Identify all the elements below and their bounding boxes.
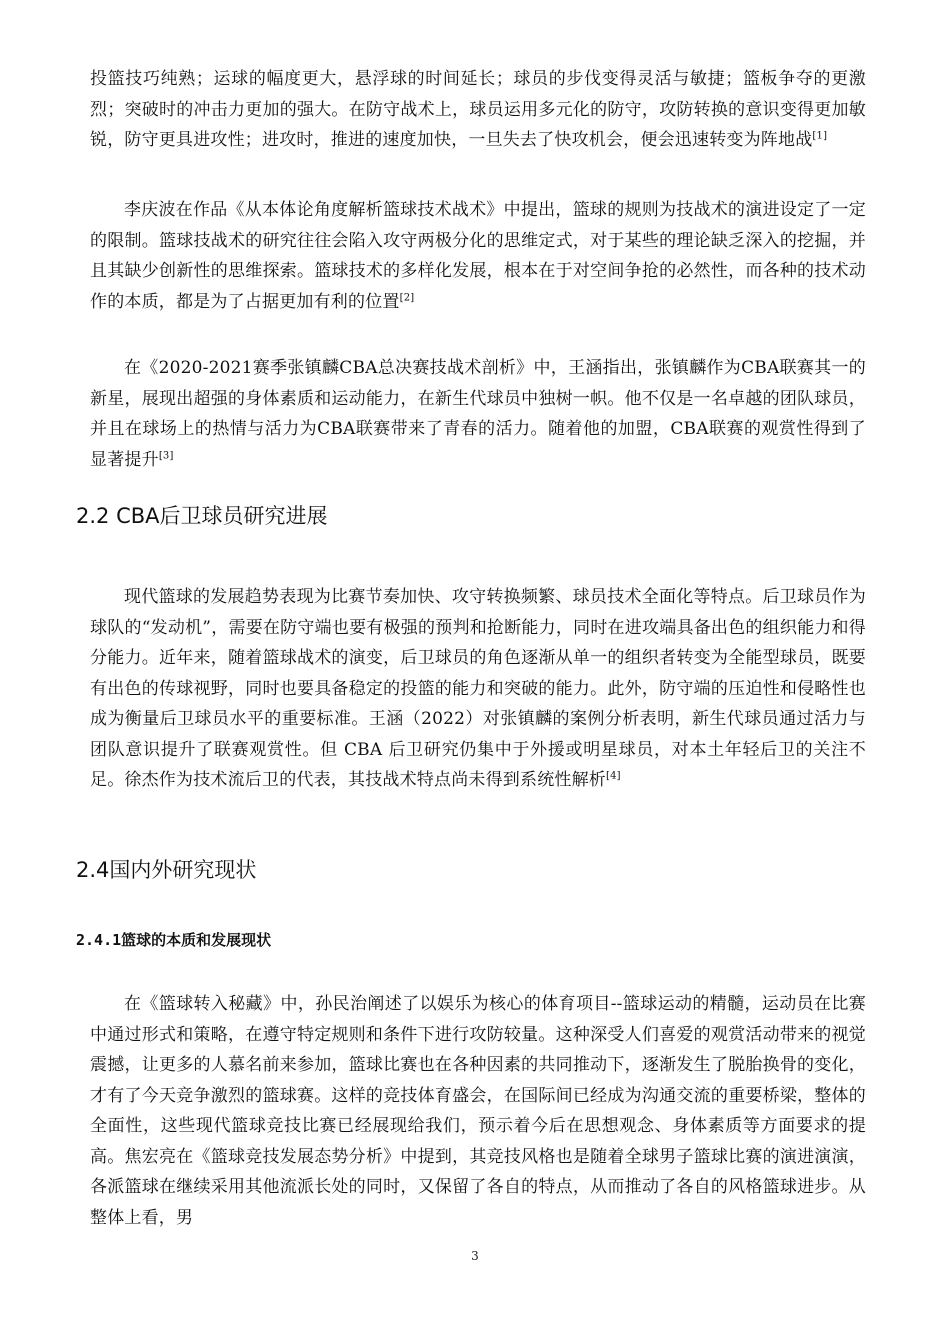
citation-ref: [3]	[158, 449, 174, 461]
paragraph-text: 在《篮球转入秘藏》中，孙民治阐述了以娱乐为核心的体育项目--篮球运动的精髓，运动员在比赛中通过形式和策略，在遵守特定规则和条件下进行攻防较量。这种深受人们喜爱的观赏活动带来的视觉震撼，让更多的人慕名前来参加，篮球比赛也在各种因素的共同推动下，逐渐发生了脱胎换骨的变化，才有了今天竞争激烈的篮球赛。这样的竞技体育盛会，在国际间已经成为沟通交流的重要桥梁，整体的全面性，这些现代篮球竞技比赛已经展现给我们，预示着今后在思想观念、身体素质等方面要求的提高。焦宏亮在《篮球竞技发展态势分析》中提到，其竞技风格也是随着全球男子篮球比赛的演进演演，各派篮球在继续采用其他流派长处的同时，又保留了各自的特点，从而推动了各自的风格篮球进步。从整体上看，男	[90, 994, 866, 1228]
citation-ref: [1]	[812, 130, 828, 142]
paragraph-5	[90, 989, 866, 1233]
paragraph-text: 李庆波在作品《从本体论角度解析篮球技术战术》中提出，篮球的规则为技战术的演进设定了一定的限制。篮球技战术的研究往往会陷入攻守两极分化的思维定式，对于某些的理论缺乏深入的挖掘，并且其缺少创新性的思维探索。篮球技术的多样化发展，根本在于对空间争抢的必然性，而各种的技术动作的本质，都是为了占据更加有利的位置	[90, 200, 866, 312]
paragraph-1	[90, 64, 866, 156]
section-heading-2-2: 2.2 CBA后卫球员研究进展	[76, 504, 328, 528]
paragraph-2	[90, 195, 866, 317]
subsection-heading-2-4-1: 2.4.1篮球的本质和发展现状	[76, 931, 272, 949]
paragraph-3	[90, 353, 866, 475]
citation-ref: [2]	[399, 291, 415, 303]
paragraph-text: 在《2020-2021赛季张镇麟CBA总决赛技战术剖析》中，王涵指出，张镇麟作为CBA联赛其一的新星，展现出超强的身体素质和运动能力，在新生代球员中独树一帜。他不仅是一名卓越的团队球员，并且在球场上的热情与活力为CBA联赛带来了青春的活力。随着他的加盟，CBA联赛的观赏性得到了显著提升	[90, 358, 866, 470]
paragraph-4	[90, 582, 866, 796]
page-number: 3	[471, 1249, 479, 1263]
paragraph-text: 投篮技巧纯熟；运球的幅度更大，悬浮球的时间延长；球员的步伐变得灵活与敏捷；篮板争夺的更激烈；突破时的冲击力更加的强大。在防守战术上，球员运用多元化的防守，攻防转换的意识变得更加敏锐，防守更具进攻性；进攻时，推进的速度加快，一旦失去了快攻机会，便会迅速转变为阵地战	[90, 69, 866, 150]
citation-ref: [4]	[606, 770, 621, 782]
paragraph-text: 现代篮球的发展趋势表现为比赛节奏加快、攻守转换频繁、球员技术全面化等特点。后卫球员作为球队的“发动机”，需要在防守端也要有极强的预判和抢断能力，同时在进攻端具备出色的组织能力和得分能力。近年来，随着篮球战术的演变，后卫球员的角色逐渐从单一的组织者转变为全能型球员，既要有出色的传球视野，同时也要具备稳定的投篮的能力和突破的能力。此外，防守端的压迫性和侵略性也成为衡量后卫球员水平的重要标准。王涵（2022）对张镇麟的案例分析表明，新生代球员通过活力与团队意识提升了联赛观赏性。但 CBA 后卫研究仍集中于外援或明星球员，对本土年轻后卫的关注不足。徐杰作为技术流后卫的代表，其技战术特点尚未得到系统性解析	[90, 587, 866, 790]
section-heading-2-4: 2.4国内外研究现状	[76, 858, 257, 882]
